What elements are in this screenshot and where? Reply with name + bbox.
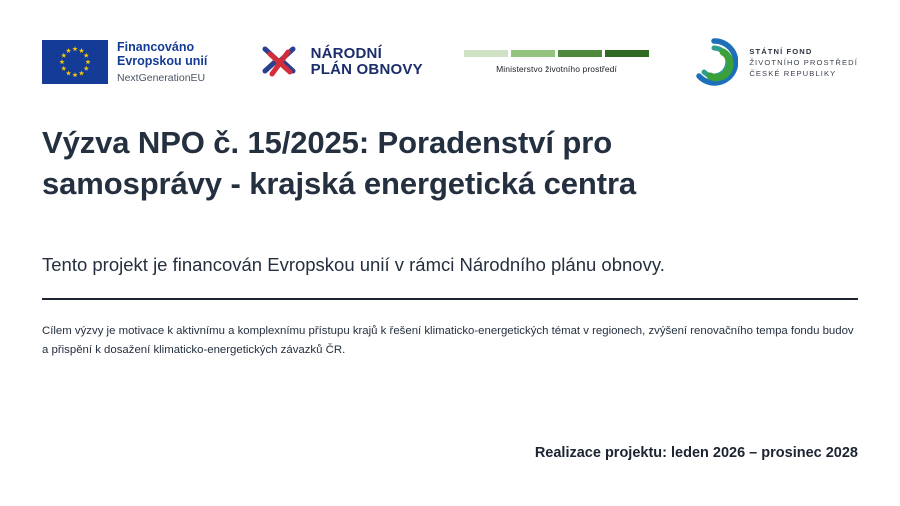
eu-funding-logo [42, 40, 207, 84]
npo-logo-text [311, 46, 423, 79]
eu-stars-icon [42, 40, 108, 84]
statni-fond-zivotniho-prostredi-logo [690, 38, 858, 86]
logo-bar [42, 30, 858, 94]
eu-logo-line3: NextGenerationEU [117, 71, 206, 84]
description-text: Cílem výzvy je motivace k aktivnímu a komplexnímu přístupu krajů k řešení klimaticko-energetických témat v regionech, zvýšení renovačního tempa fondu budov a přispění k dosažení klimaticko-energetických závazků ČR. [42, 325, 854, 356]
eu-logo-line2: Evropskou unií [117, 54, 208, 69]
eu-logo-line1: Financováno [117, 40, 195, 55]
ministry-bars-icon [464, 50, 649, 57]
page-title: Výzva NPO č. 15/2025: Poradenství pro samosprávy - krajská energetická centra [42, 125, 637, 202]
funding-statement: Tento projekt je financován Evropskou unií v rámci Národního plánu obnovy. [42, 254, 665, 275]
npo-logo-line2: PLÁN OBNOVY [310, 61, 423, 78]
ministry-logo-caption: Ministerstvo životního prostředí [496, 64, 617, 74]
ministerstvo-zivotniho-prostredi-logo [464, 50, 649, 74]
divider [42, 298, 858, 300]
eu-logo-text [117, 40, 207, 84]
sfzp-mark-icon [690, 38, 738, 86]
npo-logo-line1: NÁRODNÍ [310, 44, 382, 62]
sfzp-logo-line3: ČESKÉ REPUBLIKY [749, 68, 837, 78]
sfzp-logo-line1: STÁTNÍ FOND [749, 46, 813, 56]
narodni-plan-obnovy-logo [257, 40, 423, 84]
sfzp-logo-text [749, 46, 858, 79]
npo-mark-icon [257, 40, 301, 84]
eu-flag-icon [42, 40, 108, 84]
project-period: Realizace projektu: leden 2026 – prosinec 2028 [534, 445, 858, 461]
sfzp-logo-line2: ŽIVOTNÍHO PROSTŘEDÍ [749, 57, 858, 67]
